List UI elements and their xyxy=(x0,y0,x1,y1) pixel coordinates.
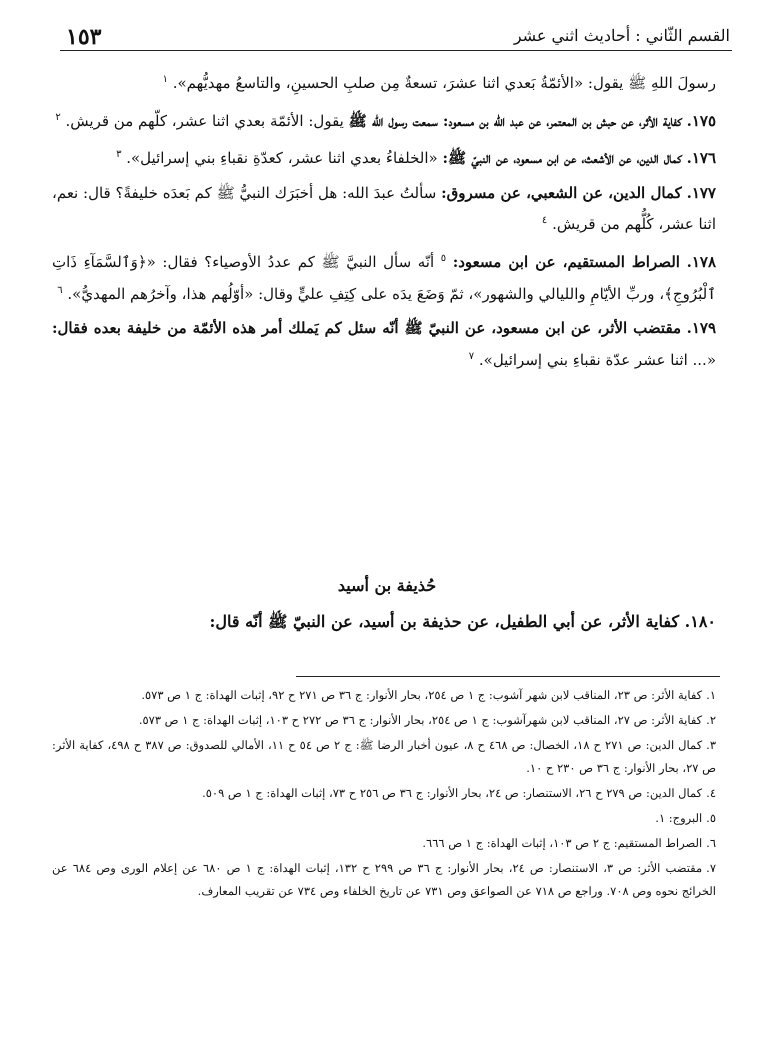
footnote-divider xyxy=(296,676,720,677)
footnote-marker: ٤ xyxy=(541,215,548,227)
running-header xyxy=(66,18,730,54)
hadith-paragraph: ١٧٥. كفاية الأثر، عن حبش بن المعتمر، عن عبد الله بن مسعود: سمعت رسول الله ﷺ يقول: الأئمّة بعدي اثنا عشر، كلّهم من قريش. $^٢$ xyxy=(55,111,716,130)
hadith-paragraph: ١٧٨. الصراط المستقيم، عن ابن مسعود: $^٥$ أنّه سأل النبيَّ ﷺ كم عددُ الأوصياء؟ فقال: «﴿وَٱلسَّمَآءِ ذَاتِ ٱلْبُرُوجِ﴾، وربِّ الأيّامِ والليالي والشهور»، ثمّ وَضَعَ يدَه على كِتِفِ عليٍّ وقال: «أوّلُهم هذا، وآخرُهم المهديُّ». $^٦$ xyxy=(52,252,716,303)
footnote: ٥.البروج: ١. xyxy=(655,811,716,825)
hadith-paragraph: رسولَ اللهِ ﷺ يقول: «الأئمّةُ بَعدي اثنا عشرَ، تسعةٌ مِن صلبِ الحسينِ، والتاسعُ مهديُّهم». $^١$ xyxy=(162,74,716,92)
footnote: ٦.الصراط المستقيم: ج ٢ ص ١٠٣، إثبات الهداة: ج ١ ص ٦٦٦. xyxy=(422,836,716,850)
footnote-marker: ٧ xyxy=(468,350,475,362)
footnote-marker: ٥ xyxy=(440,252,447,264)
footnote-marker: ٢ xyxy=(55,111,61,123)
hadith-paragraph: ١٧٧. كمال الدين، عن الشعبي، عن مسروق: سألتُ عبدَ الله: هل أخبَرَك النبيُّ ﷺ كم بَعدَه خليفةً؟ قال: نعم، اثنا عشر، كُلُّهم من قريش. $^٤$ xyxy=(52,183,716,234)
page-number: ١٥٣ xyxy=(66,24,102,50)
footnote: ١.كفاية الأثر: ص ٢٣، المناقب لابن شهر آشوب: ج ١ ص ٢٥٤، بحار الأنوار: ج ٣٦ ص ٢٧١ ح ٩٢، إثبات الهداة: ج ١ ص ٥٧٣. xyxy=(141,688,716,702)
footnote: ٧.مقتضب الأثر: ص ٣، الاستنصار: ص ٢٤، بحار الأنوار: ج ٣٦ ص ٢٩٩ ح ١٣٢، إثبات الهداة: ج ١ ص ٦٨٠ عن إعلام الورى وص ٦٨٤ عن الخرائج نحوه وص ٧٠٨. وراجع ص ٧١٨ عن الصواعق وص ٧٣١ عن تاريخ الخلفاء وص ٧٣٤ عن تقريب المعارف. xyxy=(52,861,717,898)
footnote: ٢.كفاية الأثر: ص ٢٧، المناقب لابن شهرآشوب: ج ١ ص ٢٥٤، بحار الأنوار: ج ٣٦ ص ٢٧٢ ح ١٠٣، إثبات الهداة: ج ١ ص ٥٧٣. xyxy=(138,713,716,727)
footnote-marker: ٣ xyxy=(116,149,122,161)
footnotes xyxy=(52,684,716,905)
running-title: القسم الثّاني : أحاديث اثني عشر xyxy=(513,26,730,45)
hadith-paragraph: ١٨٠. كفاية الأثر، عن أبي الطفيل، عن حذيفة بن أسيد، عن النبيّ ﷺ أنّه قال: xyxy=(209,612,716,631)
hadith-paragraph: ١٧٦. كمال الدين، عن الأشعث، عن ابن مسعود، عن النبيّ ﷺ: «الخلفاءُ بعدي اثنا عشر، كعدّةِ نقباءِ بني إسرائيل». $^٣$ xyxy=(116,149,716,168)
footnote-marker: ١ xyxy=(162,74,168,85)
footnote-marker: ٦ xyxy=(57,284,63,296)
header-divider xyxy=(60,50,732,51)
footnote: ٤.كمال الدين: ص ٢٧٩ ح ٢٦، الاستنصار: ص ٢٤، بحار الأنوار: ج ٣٦ ص ٢٥٦ ح ٧٣، إثبات الهداة: ج ١ ص ٥٠٩. xyxy=(202,786,716,800)
hadith-paragraph: ١٧٩. مقتضب الأثر، عن ابن مسعود، عن النبيّ ﷺ أنّه سئل كم يَملك أمر هذه الأئمّة من خليفة بعده فقال: «... اثنا عشر عدّة نقباءِ بني إسرائيل». $^٧$ xyxy=(52,319,716,369)
footnote: ٣.كمال الدين: ص ٢٧١ ح ١٨، الخصال: ص ٤٦٨ ح ٨، عيون أخبار الرضا ﷺ: ج ٢ ص ٥٤ ح ١١، الأمالي للصدوق: ص ٣٨٧ ح ٤٩٨، كفاية الأثر: ص ٢٧، بحار الأنوار: ج ٣٦ ص ٢٣٠ ح ١٠. xyxy=(52,738,717,775)
main-text xyxy=(52,66,716,380)
section-heading: حُذيفة بن أسيد xyxy=(337,576,437,595)
